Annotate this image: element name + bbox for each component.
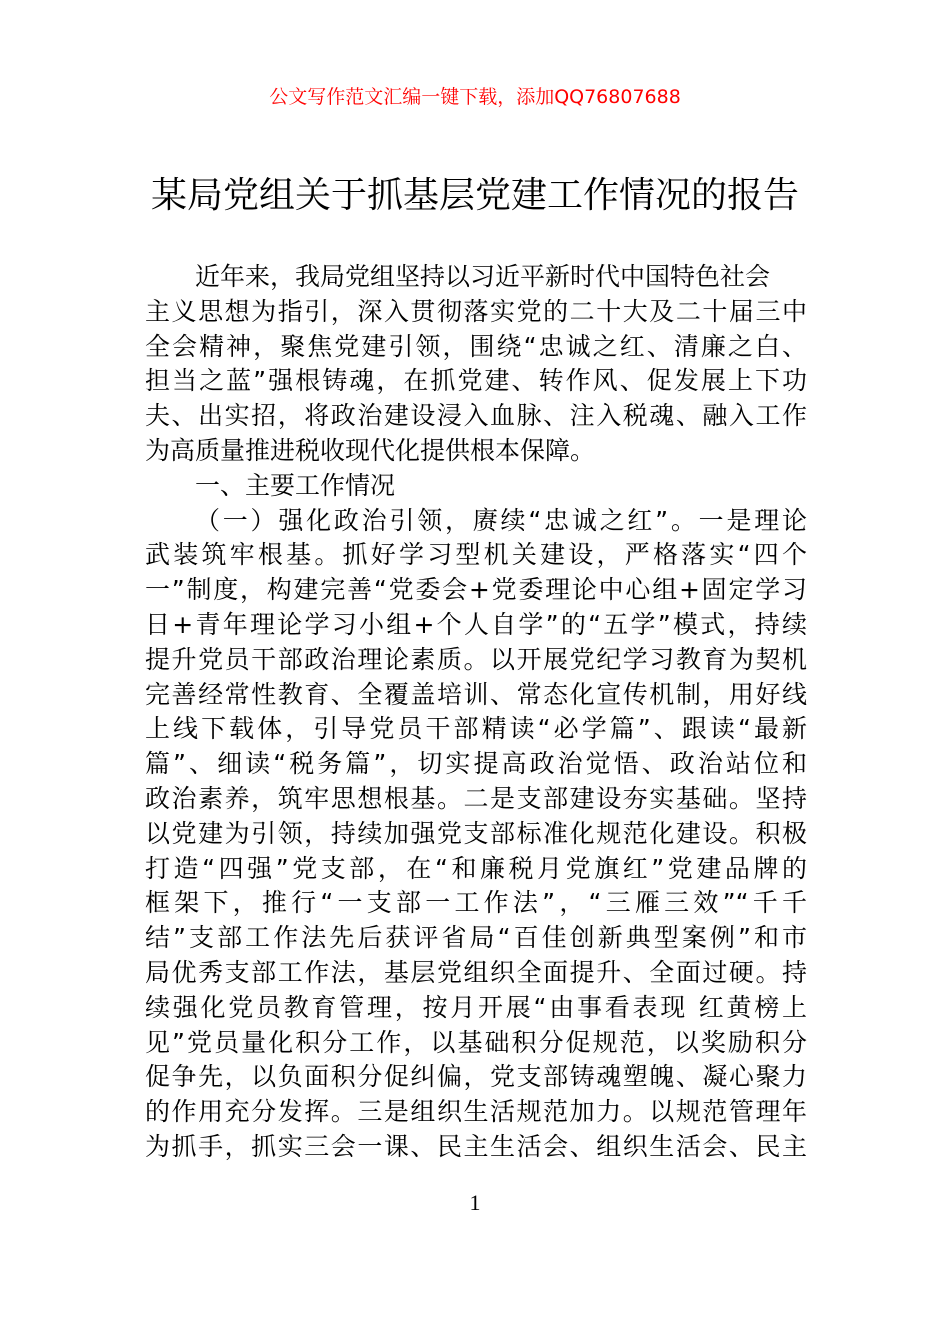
body-line: 武装筑牢根基。抓好学习型机关建设，严格落实“四个 [145,540,807,570]
body-line: （一）强化政治引领，赓续“忠诚之红”。一是理论 [195,505,807,535]
body-line: 的作用充分发挥。三是组织生活规范加力。以规范管理年 [145,1097,807,1127]
body-line: 完善经常性教育、全覆盖培训、常态化宣传机制，用好线 [145,679,807,709]
body-line: 主义思想为指引，深入贯彻落实党的二十大及二十届三中 [145,296,807,326]
body-line: 夫、出实招，将政治建设浸入血脉、注入税魂、融入工作 [145,401,807,431]
body-line: 续强化党员教育管理，按月开展“由事看表现 红黄榜上 [145,992,807,1022]
body-line: 全会精神，聚焦党建引领，围绕“忠诚之红、清廉之白、 [145,331,807,361]
body-line: 政治素养，筑牢思想根基。二是支部建设夯实基础。坚持 [145,783,807,813]
body-line: 打造“四强”党支部，在“和廉税月党旗红”党建品牌的 [145,853,807,883]
download-notice: 公文写作范文汇编一键下载，添加QQ76807688 [269,86,681,108]
body-line: 为高质量推进税收现代化提供根本保障。 [145,435,596,465]
body-line: 见”党员量化积分工作，以基础积分促规范，以奖励积分 [145,1027,807,1057]
body-line: 篇”、细读“税务篇”，切实提高政治觉悟、政治站位和 [145,749,807,779]
page-number: 1 [469,1190,481,1215]
section-heading: 一、主要工作情况 [195,470,396,500]
body-line: 框架下，推行“一支部一工作法”，“三雁三效”“千千 [145,888,807,918]
document-body [145,260,807,1165]
body-line: 为抓手，抓实三会一课、民主生活会、组织生活会、民主 [145,1131,807,1161]
body-line: 一”制度，构建完善“党委会+党委理论中心组+固定学习 [145,575,807,605]
body-line: 上线下载体，引导党员干部精读“必学篇”、跟读“最新 [145,714,807,744]
body-line: 结”支部工作法先后获评省局“百佳创新典型案例”和市 [145,923,807,953]
body-line: 促争先，以负面积分促纠偏，党支部铸魂塑魄、凝心聚力 [145,1062,807,1092]
body-line: 近年来，我局党组坚持以习近平新时代中国特色社会 [195,262,771,291]
body-line: 提升党员干部政治理论素质。以开展党纪学习教育为契机 [145,644,807,674]
body-line: 局优秀支部工作法，基层党组织全面提升、全面过硬。持 [145,957,807,987]
body-line: 担当之蓝”强根铸魂，在抓党建、转作风、促发展上下功 [145,366,807,396]
body-line: 以党建为引领，持续加强党支部标准化规范化建设。积极 [145,818,807,848]
document-title: 某局党组关于抓基层党建工作情况的报告 [150,175,799,216]
body-line: 日+青年理论学习小组+个人自学”的“五学”模式，持续 [145,609,807,639]
